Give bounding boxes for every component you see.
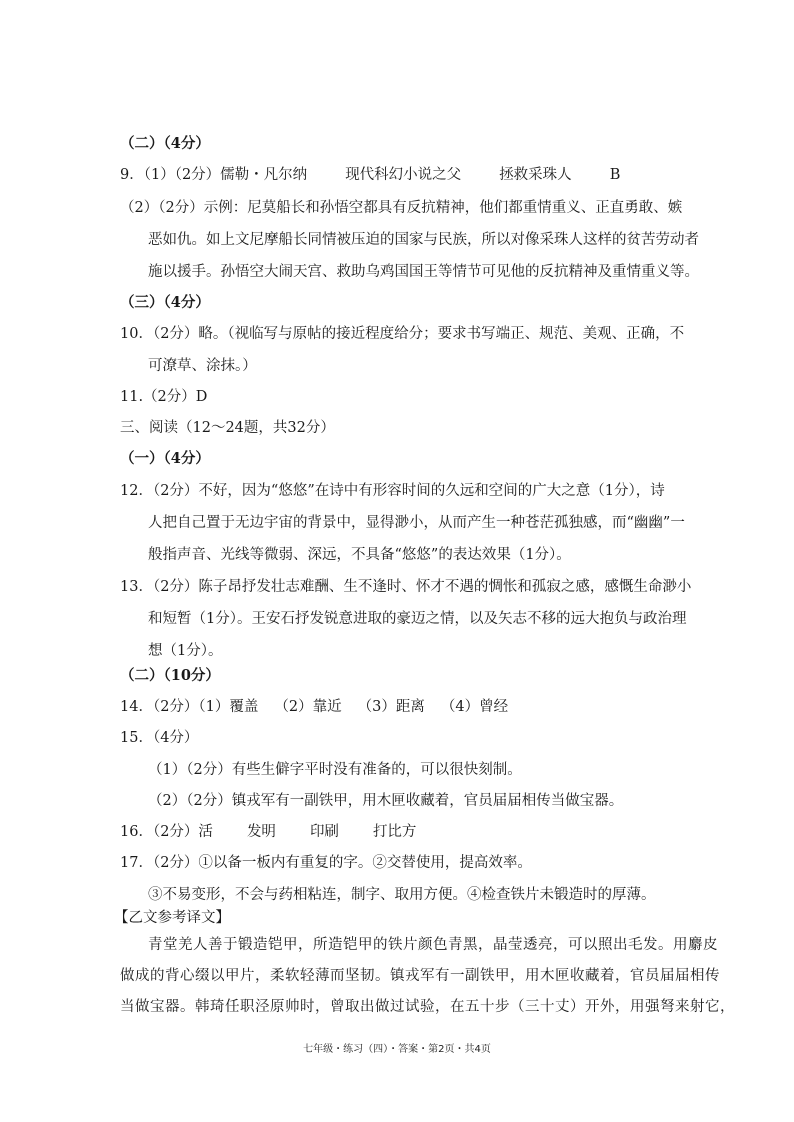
q17-line2: ③不易变形，不会与药相粘连，制字、取用方便。④检查铁片未锻造时的厚薄。 xyxy=(148,887,656,903)
q11: 11.（2分）D xyxy=(120,389,208,405)
q12-line2: 人把自己置于无边宇宙的背景中，显得渺小，从而产生一种苍茫孤独感，而“幽幽”一 xyxy=(148,515,685,531)
part-3-header: 三、阅读（12～24题，共32分） xyxy=(120,420,335,436)
q14-d: （4）曾经 xyxy=(440,699,509,715)
yiwen-line1: 青堂羌人善于锻造铠甲，所造铠甲的铁片颜色青黑，晶莹透亮，可以照出毛发。用麝皮 xyxy=(148,937,718,953)
q13-line2: 和短暂（1分）。王安石抒发锐意进取的豪迈之情，以及矢志不移的远大抱负与政治理 xyxy=(148,611,687,627)
q13-line1: 13．（2分）陈子昂抒发壮志难酬、生不逢时、怀才不遇的惆怅和孤寂之感，感慨生命渺小 xyxy=(120,579,692,595)
q12-line3: 般指声音、光线等微弱、深远，不具备“悠悠”的表达效果（1分）。 xyxy=(148,547,571,563)
q16-c: 印刷 xyxy=(309,824,339,840)
page-footer: 七年级・练习（四）・答案・第2页・共4页 xyxy=(303,1044,491,1055)
q9-part2-line3: 施以援手。孙悟空大闹天宫、救助乌鸡国国王等情节可见他的反抗精神及重情重义等。 xyxy=(148,264,699,280)
q9-part1-d: B xyxy=(609,167,621,183)
yiwen-line3: 当做宝器。韩琦任职泾原帅时，曾取出做过试验，在五十步（三十丈）开外，用强弩来射它， xyxy=(120,999,735,1015)
q16 xyxy=(120,822,416,842)
subsection-2-header: （二）（10分） xyxy=(120,667,220,684)
q15-sub1: （1）（2分）有些生僻字平时没有准备的，可以很快刻制。 xyxy=(148,762,522,778)
subsection-1-header: （一）（4分） xyxy=(120,450,210,467)
q12-line1: 12．（2分）不好，因为“悠悠”在诗中有形容时间的久远和空间的广大之意（1分），诗 xyxy=(120,483,665,499)
q15-sub2: （2）（2分）镇戎军有一副铁甲，用木匣收藏着，官员届届相传当做宝器。 xyxy=(148,793,624,809)
q10-line2: 可潦草、涂抹。） xyxy=(148,358,257,374)
yiwen-header: 【乙文参考译文】 xyxy=(114,910,230,926)
q9-part2-line2: 恶如仇。如上文尼摩船长同情被压迫的国家与民族，所以对像采珠人这样的贫苦劳动者 xyxy=(148,232,699,248)
q17-line1: 17．（2分）①以备一板内有重复的字。②交替使用，提高效率。 xyxy=(120,855,532,871)
q13-line3: 想（1分）。 xyxy=(148,643,223,659)
q10-line1: 10．（2分）略。（视临写与原帖的接近程度给分；要求书写端正、规范、美观、正确，不 xyxy=(120,326,685,342)
q9-part1-b: 现代科幻小说之父 xyxy=(345,167,462,183)
q14-b: （2）靠近 xyxy=(274,699,342,715)
q9-part1 xyxy=(120,165,620,185)
yiwen-line2: 做成的背心缀以甲片，柔软轻薄而坚韧。镇戎军有一副铁甲，用木匣收藏着，官员届届相传 xyxy=(120,968,720,984)
q14 xyxy=(120,697,508,717)
section-2-header: （二）（4分） xyxy=(120,135,210,152)
q16-a: 16．（2分）活 xyxy=(120,824,213,840)
q14-a: 14．（2分）（1）覆盖 xyxy=(120,699,259,715)
q14-c: （3）距离 xyxy=(357,699,425,715)
q15-header: 15．（4分） xyxy=(120,730,199,746)
q16-b: 发明 xyxy=(246,824,276,840)
section-3-header: （三）（4分） xyxy=(120,294,210,311)
q9-part1-c: 拯救采珠人 xyxy=(499,167,572,183)
q9-part1-a: 9．（1）（2分）儒勒・凡尔纳 xyxy=(120,167,308,183)
q9-part2-line1: （2）（2分）示例：尼莫船长和孙悟空都具有反抗精神，他们都重情重义、正直勇敢、嫉 xyxy=(120,200,683,216)
q16-d: 打比方 xyxy=(372,824,417,840)
